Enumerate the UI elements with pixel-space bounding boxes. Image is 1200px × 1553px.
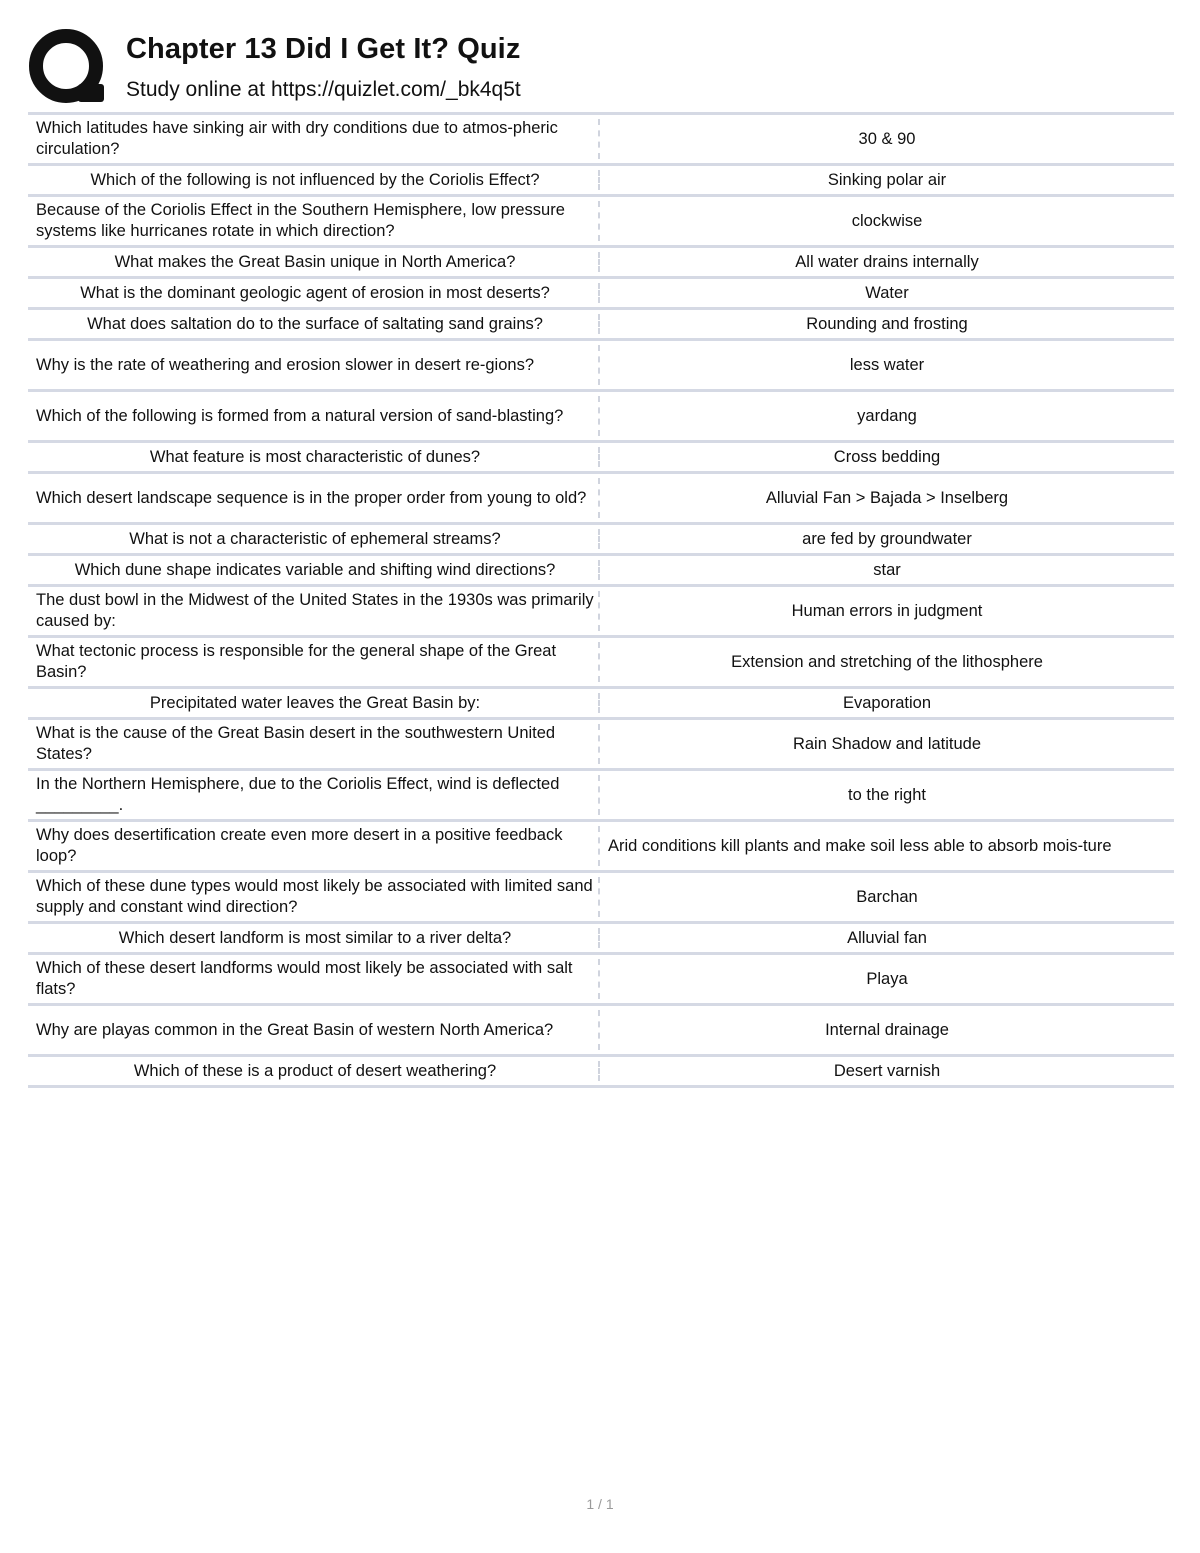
question-cell: What does saltation do to the surface of saltating sand grains? — [28, 314, 600, 334]
answer-cell: Rain Shadow and latitude — [792, 734, 982, 753]
table-row — [28, 115, 1174, 166]
question-cell: Which latitudes have sinking air with dry conditions due to atmos-pheric circulation? — [28, 119, 600, 159]
question-cell: Why are playas common in the Great Basin of western North America? — [28, 1010, 600, 1050]
answer-cell: clockwise — [851, 211, 923, 230]
question-cell: In the Northern Hemisphere, due to the Coriolis Effect, wind is deflected _________. — [28, 775, 600, 815]
table-row — [28, 955, 1174, 1006]
answer-cell: Human errors in judgment — [791, 601, 983, 620]
answer-cell: All water drains internally — [795, 252, 979, 271]
answer-cell: Water — [865, 283, 909, 302]
question-cell: Why does desertification create even more desert in a positive feedback loop? — [28, 826, 600, 866]
table-row — [28, 587, 1174, 638]
table-row — [28, 771, 1174, 822]
answer-cell: 30 & 90 — [858, 129, 916, 148]
question-cell: Why is the rate of weathering and erosion slower in desert re-gions? — [28, 345, 600, 385]
answer-cell: Rounding and frosting — [806, 314, 968, 333]
table-row — [28, 1006, 1174, 1057]
question-cell: What is not a characteristic of ephemeral streams? — [28, 529, 600, 549]
table-row — [28, 341, 1174, 392]
question-cell: Which desert landscape sequence is in the proper order from young to old? — [28, 478, 600, 518]
answer-cell: Alluvial Fan > Bajada > Inselberg — [765, 488, 1009, 507]
page-number: 1 / 1 — [586, 1496, 614, 1512]
answer-cell: Internal drainage — [825, 1020, 949, 1039]
question-cell: Because of the Coriolis Effect in the Southern Hemisphere, low pressure systems like hurricanes rotate in which direction? — [28, 201, 600, 241]
answer-cell: yardang — [857, 406, 917, 425]
table-row — [28, 1057, 1174, 1088]
table-row — [28, 197, 1174, 248]
question-cell: Which of these dune types would most likely be associated with limited sand supply and constant wind direction? — [28, 877, 600, 917]
table-row — [28, 638, 1174, 689]
table-row — [28, 689, 1174, 720]
question-cell: Which of these is a product of desert weathering? — [28, 1061, 600, 1081]
table-row — [28, 443, 1174, 474]
table-row — [28, 556, 1174, 587]
answer-cell: Desert varnish — [833, 1061, 941, 1080]
table-row — [28, 166, 1174, 197]
page-title: Chapter 13 Did I Get It? Quiz — [126, 33, 521, 65]
question-cell: Which of the following is not influenced by the Coriolis Effect? — [28, 170, 600, 190]
question-cell: What tectonic process is responsible for the general shape of the Great Basin? — [28, 642, 600, 682]
question-cell: Which of the following is formed from a natural version of sand-blasting? — [28, 396, 600, 436]
question-cell: What feature is most characteristic of dunes? — [28, 447, 600, 467]
question-cell: What is the cause of the Great Basin desert in the southwestern United States? — [28, 724, 600, 764]
study-online-line — [126, 78, 521, 102]
question-cell: Which desert landform is most similar to a river delta? — [28, 928, 600, 948]
question-cell: What makes the Great Basin unique in North America? — [28, 252, 600, 272]
table-row — [28, 873, 1174, 924]
question-cell: The dust bowl in the Midwest of the United States in the 1930s was primarily caused by: — [28, 591, 600, 631]
question-cell: Which of these desert landforms would most likely be associated with salt flats? — [28, 959, 600, 999]
answer-cell: to the right — [848, 785, 926, 804]
answer-cell: star — [873, 560, 901, 579]
study-online-label: Study online at — [126, 78, 265, 101]
study-url-link[interactable]: https://quizlet.com/_bk4q5t — [270, 78, 521, 101]
answer-cell: less water — [849, 355, 925, 374]
table-row — [28, 924, 1174, 955]
table-row — [28, 822, 1174, 873]
table-row — [28, 525, 1174, 556]
answer-cell: are fed by groundwater — [802, 529, 972, 548]
table-row — [28, 720, 1174, 771]
question-cell: Precipitated water leaves the Great Basin by: — [28, 693, 600, 713]
answer-cell: Arid conditions kill plants and make soil less able to absorb mois-ture — [608, 836, 1112, 855]
quizlet-q-logo-icon — [28, 28, 108, 108]
answer-cell: Sinking polar air — [827, 170, 947, 189]
table-row — [28, 474, 1174, 525]
answer-cell: Evaporation — [842, 693, 932, 712]
page-header — [28, 28, 1174, 112]
question-cell: What is the dominant geologic agent of erosion in most deserts? — [28, 283, 600, 303]
answer-cell: Barchan — [856, 887, 918, 906]
table-row — [28, 392, 1174, 443]
answer-cell: Playa — [866, 969, 908, 988]
flashcard-table — [28, 112, 1174, 1088]
question-cell: Which dune shape indicates variable and shifting wind directions? — [28, 560, 600, 580]
answer-cell: Cross bedding — [833, 447, 941, 466]
table-row — [28, 248, 1174, 279]
answer-cell: Extension and stretching of the lithosphere — [731, 652, 1043, 671]
table-row — [28, 310, 1174, 341]
table-row — [28, 279, 1174, 310]
answer-cell: Alluvial fan — [847, 928, 927, 947]
